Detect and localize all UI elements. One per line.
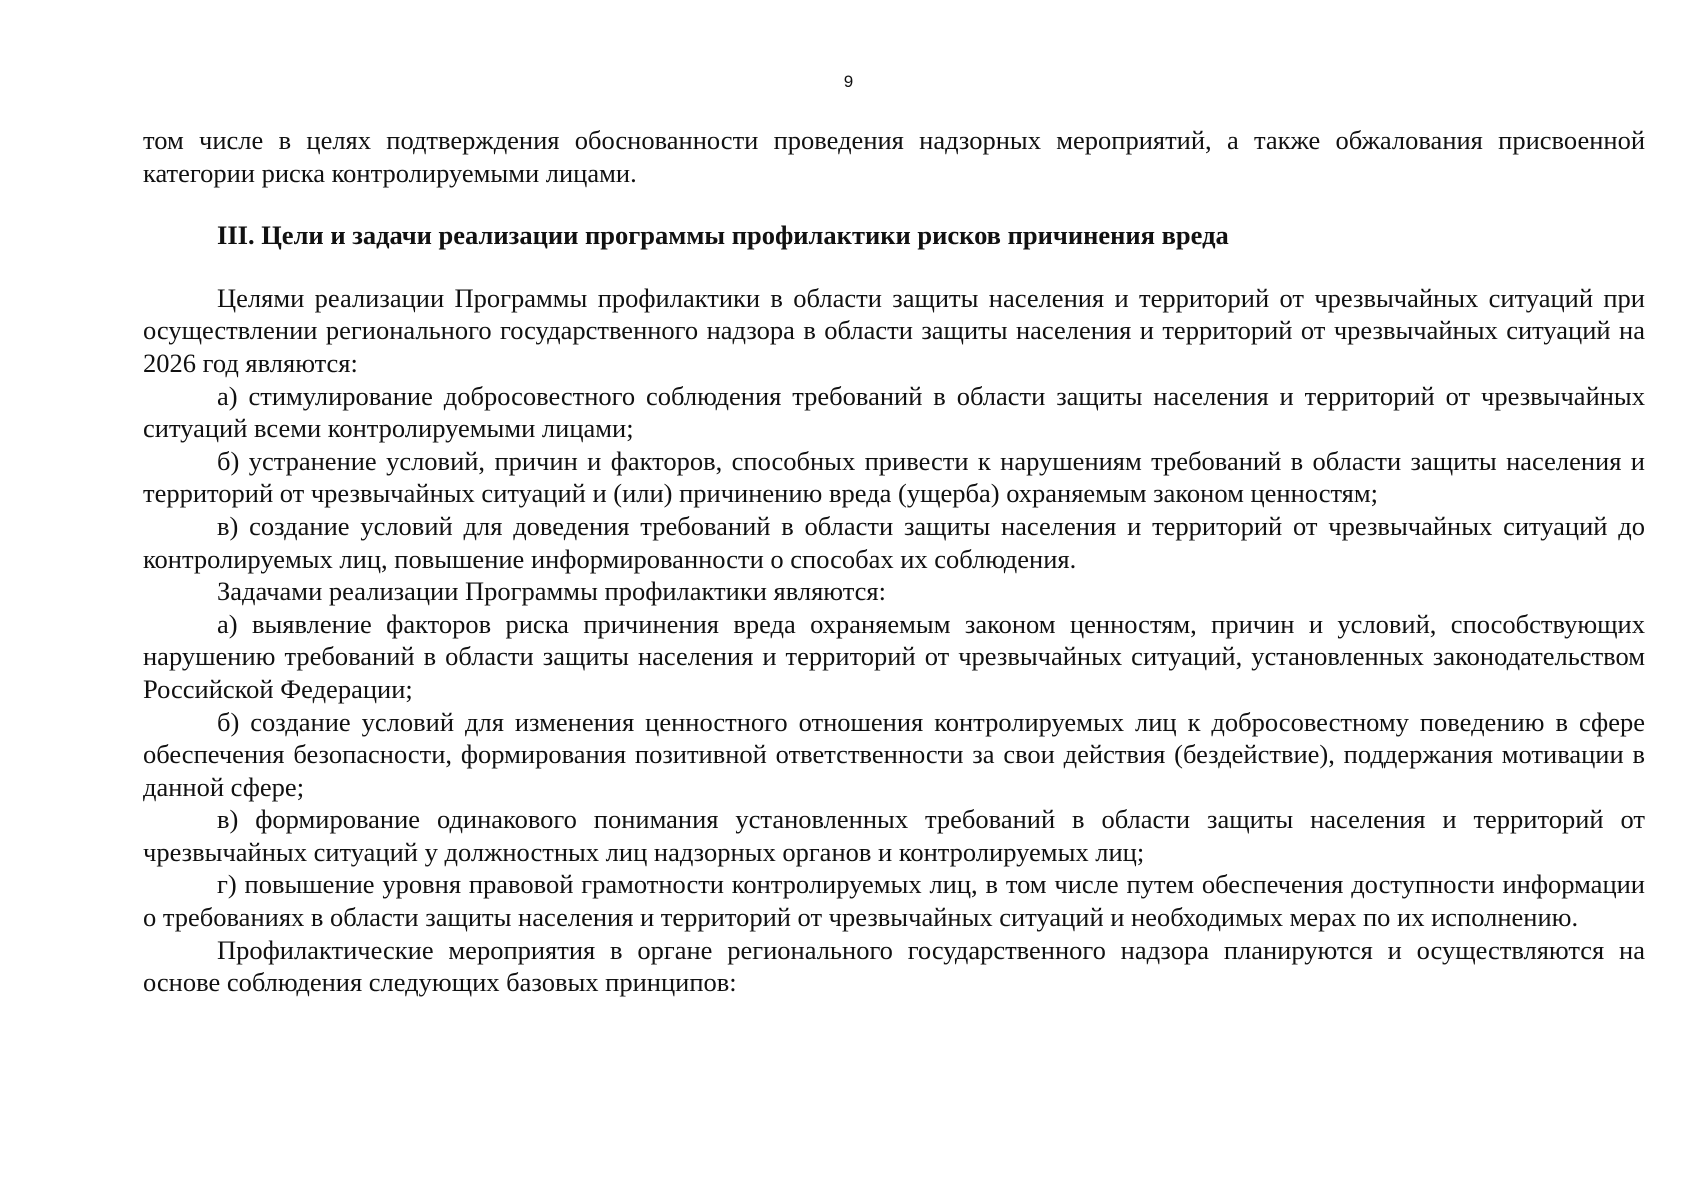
goals-intro-paragraph: Целями реализации Программы профилактики в области защиты населения и территорий от чрезвычайных ситуаций при осуществлении регионального государственного надзора в области защиты населения и территорий от чрезвычайных ситуаций на 2026 год являются: [143,282,1645,378]
tasks-intro-paragraph: Задачами реализации Программы профилактики являются: [217,576,886,607]
task-item-b: б) создание условий для изменения ценностного отношения контролируемых лиц к добросовестному поведению в сфере обеспечения безопасности, формирования позитивной ответственности за свои действия (бездействие), поддержания мотивации в данной сфере; [143,706,1645,802]
continuation-paragraph: том числе в целях подтверждения обоснованности проведения надзорных мероприятий, а также обжалования присвоенной категории риска контролируемыми лицами. [143,125,1645,188]
goal-item-a: а) стимулирование добросовестного соблюдения требований в области защиты населения и территорий от чрезвычайных ситуаций всеми контролируемыми лицами; [143,380,1645,444]
section-heading: III. Цели и задачи реализации программы профилактики рисков причинения вреда [217,220,1229,251]
task-item-g: г) повышение уровня правовой грамотности контролируемых лиц, в том числе путем обеспечения доступности информации о требованиях в области защиты населения и территорий от чрезвычайных ситуаций и необходимых мерах по их исполнению. [143,869,1645,933]
page-number: 9 [843,72,854,91]
document-body [143,124,1645,999]
task-item-v: в) формирование одинакового понимания установленных требований в области защиты населения и территорий от чрезвычайных ситуаций у должностных лиц надзорных органов и контролируемых лиц; [143,804,1645,867]
principles-intro-paragraph: Профилактические мероприятия в органе регионального государственного надзора планируются и осуществляются на основе соблюдения следующих базовых принципов: [143,934,1645,998]
goal-item-v: в) создание условий для доведения требований в области защиты населения и территорий от чрезвычайных ситуаций до контролируемых лиц, повышение информированности о способах их соблюдения. [143,510,1645,574]
goal-item-b: б) устранение условий, причин и факторов, способных привести к нарушениям требований в области защиты населения и территорий от чрезвычайных ситуаций и (или) причинению вреда (ущерба) охраняемым законом ценностям; [143,445,1645,509]
task-item-a: а) выявление факторов риска причинения вреда охраняемым законом ценностям, причин и условий, способствующих нарушению требований в области защиты населения и территорий от чрезвычайных ситуаций, установленных законодательством Российской Федерации; [143,608,1645,704]
